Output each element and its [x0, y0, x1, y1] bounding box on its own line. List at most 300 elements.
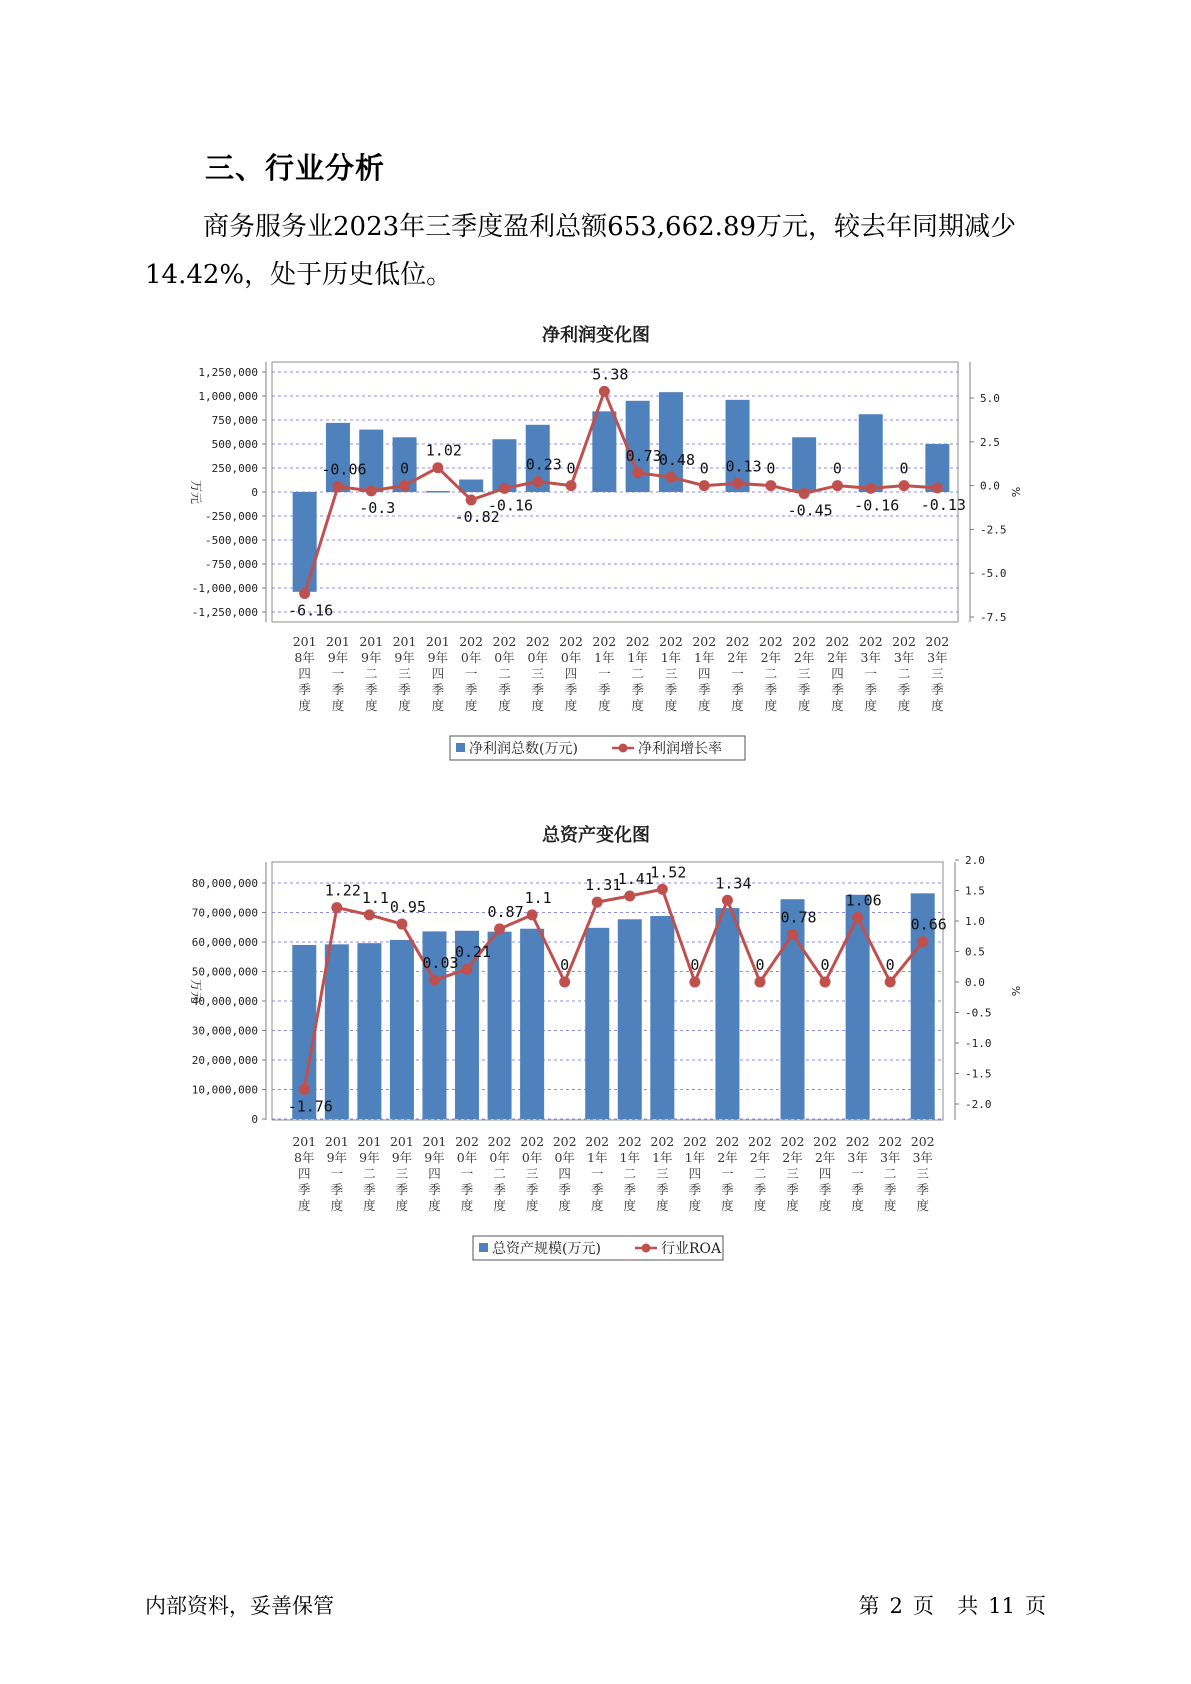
line-point	[820, 977, 831, 988]
x-tick-label: 季	[531, 682, 545, 697]
x-tick-label: 四	[564, 666, 578, 681]
x-tick-label: 度	[331, 698, 345, 713]
x-tick-label: 季	[363, 1182, 376, 1197]
x-tick-label: 3年	[860, 650, 881, 665]
y2-tick-label: 0.5	[965, 945, 985, 959]
x-tick-label: 2年	[717, 1150, 738, 1165]
line-point	[364, 909, 375, 920]
x-tick-label: 季	[398, 682, 411, 697]
data-label: -0.16	[487, 496, 534, 515]
x-tick-label: 9年	[394, 650, 415, 665]
line-point	[632, 467, 643, 478]
x-tick-label: 9年	[391, 1150, 413, 1165]
x-tick-label: 202	[910, 1134, 935, 1149]
x-tick-label: 季	[688, 1182, 702, 1197]
x-tick-label: 201	[422, 1134, 447, 1149]
x-tick-label: 三	[395, 1166, 409, 1181]
x-tick-label: 度	[398, 698, 411, 713]
data-label: 0	[899, 459, 909, 478]
y2-tick-label: 1.5	[965, 884, 985, 898]
x-tick-label: 202	[559, 634, 583, 649]
x-tick-label: 度	[656, 1198, 669, 1213]
y2-tick-label: -2.0	[965, 1098, 992, 1111]
data-label: 0.48	[658, 451, 696, 470]
x-tick-label: 季	[753, 1182, 767, 1197]
data-label: 5.38	[592, 365, 629, 384]
x-tick-label: 季	[431, 682, 445, 697]
line-point	[865, 483, 876, 494]
line-point	[466, 494, 477, 505]
line-point	[932, 482, 943, 493]
x-tick-label: 二	[493, 1166, 506, 1181]
x-tick-label: 201	[359, 634, 384, 649]
data-label: 0.78	[780, 908, 817, 927]
y2-tick-label: 5.0	[980, 392, 1000, 405]
x-tick-label: 二	[883, 1166, 897, 1181]
x-tick-label: 季	[931, 682, 944, 697]
x-tick-label: 一	[721, 1166, 734, 1181]
x-tick-label: 度	[431, 698, 445, 713]
x-tick-label: 度	[364, 698, 378, 713]
x-tick-label: 三	[797, 666, 811, 681]
x-tick-label: 2年	[727, 650, 748, 665]
x-tick-label: 3年	[847, 1150, 868, 1165]
line-point	[665, 472, 676, 483]
x-tick-label: 季	[897, 682, 911, 697]
x-tick-label: 3年	[912, 1150, 933, 1165]
line-point	[566, 480, 577, 491]
total-assets-chart	[0, 810, 1191, 1270]
bar	[293, 492, 317, 592]
x-tick-label: 202	[459, 634, 484, 649]
x-tick-label: 202	[878, 1134, 903, 1149]
line-point	[732, 478, 743, 489]
line-point	[832, 480, 843, 491]
x-tick-label: 季	[916, 1182, 929, 1197]
x-tick-label: 度	[460, 1198, 474, 1213]
line-point	[592, 897, 603, 908]
line-point	[429, 975, 440, 986]
x-tick-label: 度	[298, 698, 311, 713]
x-tick-label: 1年	[594, 650, 615, 665]
y-tick-label: 10,000,000	[191, 1083, 258, 1097]
line-point	[532, 476, 543, 487]
x-tick-label: 二	[764, 666, 778, 681]
data-label: 0.66	[910, 915, 947, 934]
x-tick-label: 1年	[627, 650, 648, 665]
x-tick-label: 202	[455, 1134, 479, 1149]
x-tick-label: 一	[864, 666, 878, 681]
x-tick-label: 一	[731, 666, 744, 681]
data-label: 0	[566, 459, 576, 478]
x-tick-label: 度	[598, 698, 611, 713]
line-point	[657, 884, 668, 895]
bar	[488, 932, 512, 1119]
data-label: 0.87	[487, 902, 524, 921]
x-tick-label: 0年	[554, 1150, 575, 1165]
x-tick-label: 四	[298, 666, 311, 681]
data-label: 0	[766, 459, 776, 478]
x-tick-label: 度	[531, 698, 545, 713]
data-label: 0	[690, 956, 700, 974]
x-tick-label: 一	[464, 666, 478, 681]
total-assets-chart-svg	[0, 810, 1191, 1270]
bar	[792, 437, 816, 492]
line-point	[599, 386, 610, 397]
x-tick-label: 度	[395, 1198, 409, 1213]
x-tick-label: 季	[818, 1182, 832, 1197]
net-profit-chart-svg	[0, 310, 1191, 770]
data-label: -6.16	[288, 601, 334, 620]
x-tick-label: 度	[623, 1198, 637, 1213]
x-tick-label: 0年	[460, 650, 482, 665]
x-tick-label: 2年	[782, 1150, 803, 1165]
x-tick-label: 1年	[619, 1150, 641, 1165]
data-label: 1.02	[425, 441, 462, 460]
x-tick-label: 度	[864, 698, 878, 713]
x-tick-label: 度	[916, 1198, 929, 1213]
x-tick-label: 1年	[684, 1150, 706, 1165]
line-point	[299, 588, 310, 599]
x-tick-label: 度	[883, 1198, 897, 1213]
y-tick-label: -1,250,000	[191, 606, 258, 619]
x-tick-label: 202	[552, 1134, 577, 1149]
page-current: 2	[889, 1594, 903, 1618]
x-tick-label: 1年	[694, 650, 715, 665]
footer-page-number	[854, 1590, 1051, 1620]
footer-confidential: 内部资料，妥善保管	[145, 1594, 334, 1618]
x-tick-label: 季	[864, 682, 878, 697]
legend-bar-label: 净利润总数(万元)	[469, 741, 578, 757]
line-point	[331, 902, 342, 913]
y-tick-label: 60,000,000	[191, 936, 258, 949]
x-tick-label: 1年	[652, 1150, 673, 1165]
x-tick-label: 二	[897, 666, 911, 681]
data-label: -0.16	[854, 496, 900, 515]
x-tick-label: 9年	[327, 650, 349, 665]
line-point	[885, 977, 896, 988]
x-tick-label: 201	[357, 1134, 382, 1149]
legend-line-marker	[619, 744, 628, 753]
x-tick-label: 3年	[879, 1150, 901, 1165]
total-unit: 页	[1025, 1594, 1046, 1618]
x-tick-label: 202	[748, 1134, 772, 1149]
bar	[585, 928, 609, 1119]
x-tick-label: 202	[892, 634, 916, 649]
x-tick-label: 四	[831, 666, 844, 681]
line-point	[462, 964, 473, 975]
x-tick-label: 季	[623, 1182, 637, 1197]
y2-tick-label: -1.0	[965, 1037, 992, 1050]
y2-tick-label: -7.5	[980, 611, 1007, 624]
x-tick-label: 度	[786, 1198, 799, 1213]
x-tick-label: 季	[598, 682, 611, 697]
x-tick-label: 202	[625, 634, 650, 649]
x-tick-label: 201	[425, 634, 450, 649]
line-point	[366, 485, 377, 496]
y-tick-label: 750,000	[211, 414, 258, 427]
x-tick-label: 202	[650, 1134, 675, 1149]
line-point	[299, 1084, 310, 1095]
x-tick-label: 四	[428, 1166, 441, 1181]
line-point	[765, 480, 776, 491]
data-label: 0	[699, 459, 709, 478]
x-tick-label: 202	[813, 1134, 838, 1149]
bar	[357, 943, 381, 1119]
y-tick-label: 250,000	[211, 462, 258, 475]
line-point	[396, 919, 407, 930]
x-tick-label: 季	[464, 682, 478, 697]
x-tick-label: 一	[851, 1166, 864, 1181]
line-point	[722, 895, 733, 906]
x-tick-label: 季	[564, 682, 578, 697]
x-tick-label: 一	[590, 1166, 604, 1181]
data-label: 1.31	[585, 876, 622, 895]
legend-bar-swatch	[456, 743, 465, 752]
data-label: -0.45	[787, 501, 833, 520]
x-tick-label: 四	[558, 1166, 571, 1181]
net-profit-chart	[0, 310, 1191, 770]
chart-title: 净利润变化图	[542, 325, 650, 346]
x-tick-label: 度	[564, 698, 578, 713]
line-point	[754, 977, 765, 988]
x-tick-label: 度	[697, 698, 711, 713]
x-tick-label: 度	[931, 698, 944, 713]
bar	[325, 944, 349, 1119]
y-axis-label: 万元	[189, 978, 203, 1004]
chart-title: 总资产变化图	[542, 825, 650, 846]
x-tick-label: 三	[531, 666, 545, 681]
line-point	[499, 483, 510, 494]
line-point	[852, 912, 863, 923]
x-tick-label: 一	[331, 666, 345, 681]
x-tick-label: 3年	[893, 650, 915, 665]
bar	[618, 919, 642, 1119]
data-label: 1.34	[715, 874, 752, 893]
data-label: 0.21	[454, 943, 492, 962]
page-prefix: 第	[858, 1594, 880, 1618]
x-tick-label: 201	[392, 634, 417, 649]
bar	[520, 929, 544, 1119]
x-tick-label: 三	[525, 1166, 539, 1181]
line-point	[332, 481, 343, 492]
x-tick-label: 202	[525, 634, 550, 649]
x-tick-label: 202	[780, 1134, 805, 1149]
x-tick-label: 度	[664, 698, 678, 713]
x-tick-label: 季	[851, 1182, 864, 1197]
x-tick-label: 度	[298, 1198, 311, 1213]
x-tick-label: 度	[493, 1198, 506, 1213]
x-tick-label: 202	[825, 634, 850, 649]
data-label: -0.3	[359, 498, 396, 517]
data-label: 1.52	[650, 863, 687, 882]
x-tick-label: 四	[298, 1166, 311, 1181]
x-tick-label: 季	[498, 682, 511, 697]
x-tick-label: 202	[692, 634, 717, 649]
bar	[390, 940, 414, 1119]
x-tick-label: 四	[818, 1166, 832, 1181]
y2-tick-label: -5.0	[980, 567, 1007, 581]
y-tick-label: 50,000,000	[191, 965, 258, 979]
y-tick-label: 70,000,000	[191, 906, 258, 920]
x-tick-label: 度	[797, 698, 811, 713]
bar	[592, 411, 616, 492]
x-tick-label: 季	[558, 1182, 571, 1197]
data-label: 0.03	[422, 954, 459, 973]
x-tick-label: 0年	[494, 650, 515, 665]
x-tick-label: 季	[298, 682, 311, 697]
x-tick-label: 202	[520, 1134, 545, 1149]
y2-axis-label: %	[1009, 985, 1022, 997]
x-tick-label: 四	[688, 1166, 702, 1181]
line-point	[494, 923, 505, 934]
data-label: 0	[400, 459, 410, 478]
x-tick-label: 三	[916, 1166, 929, 1181]
y-tick-label: 30,000,000	[191, 1024, 258, 1038]
y-tick-label: 0	[251, 486, 258, 499]
x-tick-label: 1年	[660, 650, 682, 665]
x-tick-label: 度	[590, 1198, 604, 1213]
x-tick-label: 9年	[424, 1150, 445, 1165]
x-tick-label: 季	[656, 1182, 669, 1197]
bar	[846, 895, 870, 1119]
x-tick-label: 季	[731, 682, 744, 697]
data-label: 0.23	[525, 455, 562, 474]
section-heading: 三、行业分析	[205, 151, 386, 185]
x-tick-label: 季	[525, 1182, 539, 1197]
x-tick-label: 度	[721, 1198, 734, 1213]
legend-line-label: 行业ROA	[661, 1241, 722, 1257]
x-tick-label: 202	[715, 1134, 740, 1149]
x-tick-label: 202	[682, 1134, 707, 1149]
x-tick-label: 202	[592, 634, 617, 649]
y2-tick-label: -2.5	[980, 523, 1007, 537]
x-tick-label: 二	[364, 666, 378, 681]
data-label: -1.76	[287, 1097, 333, 1116]
x-tick-label: 季	[797, 682, 811, 697]
x-tick-label: 季	[331, 682, 345, 697]
x-tick-label: 度	[330, 1198, 344, 1213]
line-point	[527, 909, 538, 920]
legend-bar-label: 总资产规模(万元)	[492, 1241, 601, 1257]
y-tick-label: 20,000,000	[191, 1054, 258, 1067]
data-label: 1.1	[524, 888, 552, 907]
line-point	[699, 480, 710, 491]
data-label: -0.82	[454, 507, 500, 526]
line-point	[917, 936, 928, 947]
x-tick-label: 一	[330, 1166, 344, 1181]
x-tick-label: 度	[764, 698, 778, 713]
x-tick-label: 2年	[814, 1150, 836, 1165]
x-tick-label: 季	[428, 1182, 441, 1197]
x-tick-label: 度	[464, 698, 478, 713]
y-tick-label: 1,000,000	[198, 390, 258, 403]
x-tick-label: 度	[818, 1198, 832, 1213]
y-tick-label: 0	[251, 1113, 258, 1126]
x-tick-label: 202	[845, 1134, 870, 1149]
x-tick-label: 二	[631, 666, 644, 681]
data-label: 1.1	[361, 888, 389, 907]
x-tick-label: 0年	[527, 650, 548, 665]
y-axis-label: 万元	[189, 479, 203, 505]
line-point	[689, 977, 700, 988]
data-label: 1.41	[617, 869, 654, 888]
y-tick-label: -1,000,000	[191, 582, 258, 595]
bar	[715, 908, 739, 1119]
x-tick-label: 2年	[827, 650, 848, 665]
x-tick-label: 三	[656, 1166, 669, 1181]
x-tick-label: 202	[659, 634, 683, 649]
x-tick-label: 度	[363, 1198, 376, 1213]
data-label: 0	[560, 956, 570, 974]
y2-tick-label: -0.5	[965, 1006, 992, 1020]
y2-tick-label: 1.0	[965, 915, 985, 928]
legend-line-marker	[642, 1244, 651, 1253]
x-tick-label: 度	[897, 698, 911, 713]
x-tick-label: 二	[363, 1166, 376, 1181]
x-tick-label: 8年	[294, 650, 315, 665]
x-tick-label: 一	[598, 666, 611, 681]
x-tick-label: 202	[792, 634, 817, 649]
x-tick-label: 9年	[359, 1150, 380, 1165]
data-label: 0	[755, 956, 765, 974]
y-tick-label: -250,000	[205, 510, 258, 523]
summary-text: 商务服务业2023年三季度盈利总额653,662.89万元，较去年同期减少14.42%，处于历史低位。	[145, 212, 1017, 290]
x-tick-label: 三	[786, 1166, 799, 1181]
x-tick-label: 3年	[927, 650, 948, 665]
x-tick-label: 度	[428, 1198, 441, 1213]
x-tick-label: 度	[631, 698, 644, 713]
line-point	[432, 462, 443, 473]
y-tick-label: 500,000	[211, 438, 258, 451]
x-tick-label: 201	[292, 634, 317, 649]
x-tick-label: 季	[493, 1182, 506, 1197]
data-label: 0.73	[625, 446, 662, 465]
x-tick-label: 202	[487, 1134, 512, 1149]
line-point	[799, 488, 810, 499]
y2-axis-label: %	[1009, 486, 1022, 498]
x-tick-label: 度	[558, 1198, 571, 1213]
x-tick-label: 季	[364, 682, 378, 697]
x-tick-label: 季	[764, 682, 778, 697]
total-prefix: 共	[957, 1594, 979, 1618]
y-tick-label: 40,000,000	[191, 995, 258, 1008]
y2-tick-label: 0.0	[965, 976, 985, 989]
data-label: -0.06	[321, 460, 367, 479]
x-tick-label: 季	[631, 682, 644, 697]
x-tick-label: 季	[831, 682, 844, 697]
legend-line-label: 净利润增长率	[638, 741, 722, 757]
y-tick-label: 80,000,000	[191, 877, 258, 890]
y-tick-label: -750,000	[205, 558, 258, 571]
x-tick-label: 季	[590, 1182, 604, 1197]
x-tick-label: 9年	[361, 650, 382, 665]
x-tick-label: 季	[330, 1182, 344, 1197]
y2-tick-label: 2.5	[980, 435, 1000, 449]
y-tick-label: -500,000	[205, 534, 258, 547]
page-total: 11	[988, 1594, 1015, 1618]
data-label: 0	[820, 956, 830, 974]
x-tick-label: 0年	[456, 1150, 478, 1165]
x-tick-label: 0年	[489, 1150, 510, 1165]
data-label: 0	[885, 956, 895, 974]
x-tick-label: 二	[498, 666, 511, 681]
x-tick-label: 三	[931, 666, 944, 681]
x-tick-label: 季	[721, 1182, 734, 1197]
x-tick-label: 202	[725, 634, 750, 649]
bar	[859, 414, 883, 492]
y-tick-label: 1,250,000	[198, 366, 258, 379]
